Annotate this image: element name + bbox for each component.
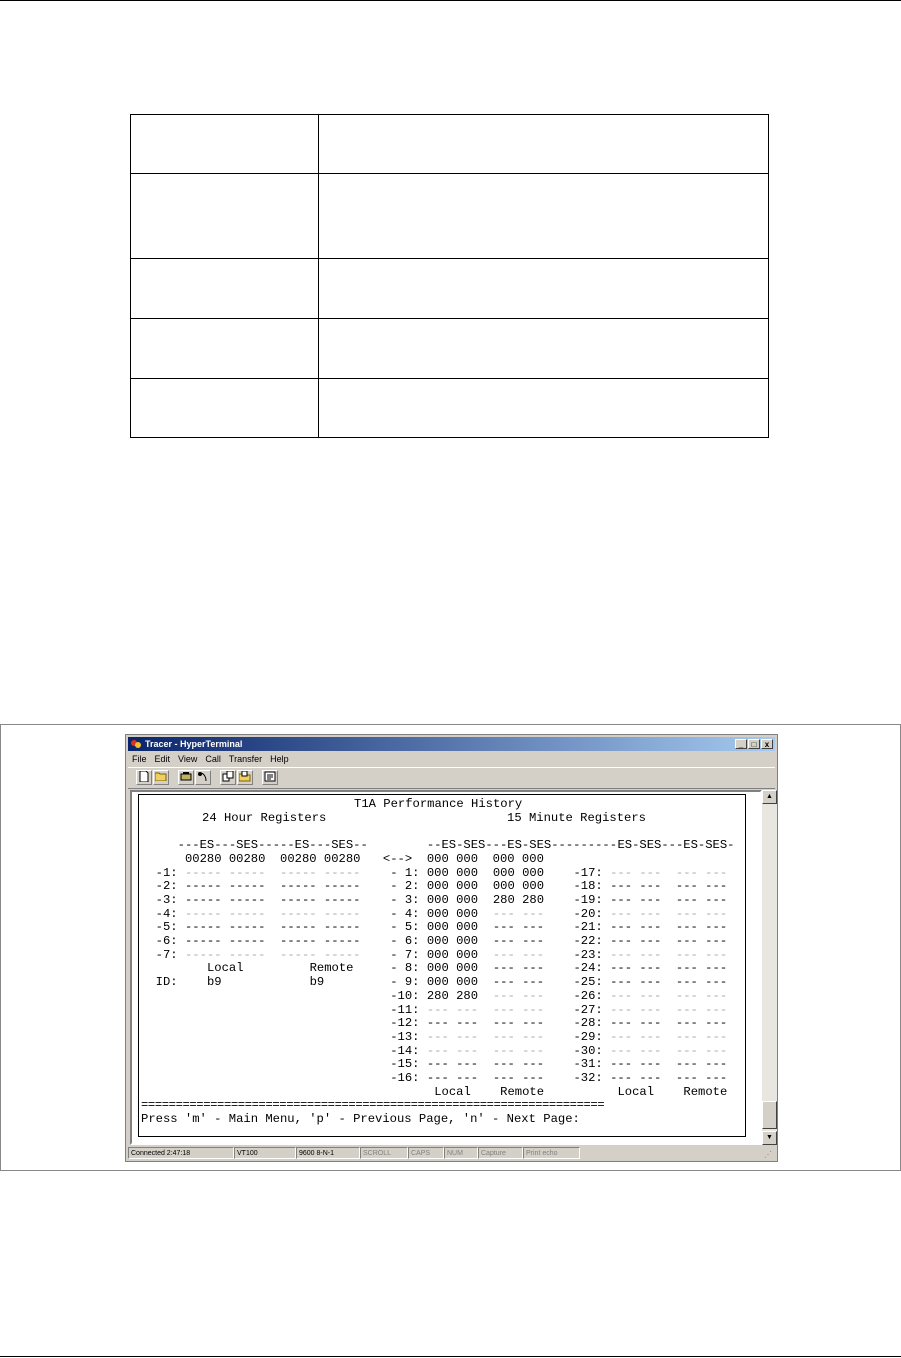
- hour-row-label: -2:: [155, 879, 178, 894]
- minute-row-label: - 8:: [382, 961, 420, 976]
- toolbar: [128, 767, 775, 789]
- minute-row-remote: --- ---: [492, 947, 545, 962]
- table-cell: [131, 259, 319, 319]
- hour-row-label: -5:: [155, 920, 178, 935]
- minute-row-local: 000 000: [426, 975, 479, 990]
- separator-line: ===================================================================: [141, 1098, 605, 1113]
- terminal-view[interactable]: [130, 790, 762, 1145]
- hyperterminal-icon: [131, 739, 141, 749]
- minute-row2-values: --- --- --- ---: [610, 1071, 728, 1085]
- minute-row2-values: --- --- --- ---: [610, 906, 728, 921]
- phone-icon: [180, 771, 192, 781]
- menu-transfer[interactable]: Transfer: [228, 754, 263, 764]
- minute-row-label: - 5:: [382, 920, 420, 935]
- page-bottom-rule: [0, 1356, 901, 1357]
- minute-row-label: -11:: [382, 1002, 420, 1017]
- minute-row-remote: --- ---: [492, 1016, 545, 1031]
- minute-row2-values: --- --- --- ---: [610, 988, 728, 1003]
- properties-button[interactable]: [262, 770, 278, 785]
- minute-row2-label: -32:: [573, 1071, 603, 1085]
- terminal-title: T1A Performance History: [354, 797, 523, 811]
- hour-row-label: -1:: [155, 865, 178, 880]
- minute-row-label: -15:: [382, 1057, 420, 1072]
- hour-row-values: ----- ----- ----- -----: [184, 947, 361, 962]
- window-title: Tracer - HyperTerminal: [145, 739, 243, 749]
- minute-row-label: - 1:: [382, 865, 420, 880]
- minimize-button[interactable]: _: [735, 739, 747, 749]
- minute-row2-label: -25:: [573, 975, 603, 990]
- disconnect-button[interactable]: [195, 770, 211, 785]
- maximize-button[interactable]: □: [748, 739, 760, 749]
- status-bar: [128, 1147, 775, 1160]
- minute-row2-label: -30:: [573, 1043, 603, 1058]
- minute-remote-label: Remote: [500, 1084, 545, 1099]
- minute-row2-label: -24:: [573, 961, 603, 976]
- table-cell: [319, 319, 769, 379]
- minute-row2-label: -31:: [573, 1057, 603, 1072]
- minute-row-label: - 7:: [382, 947, 420, 962]
- hour-local-label: Local: [206, 961, 244, 976]
- status-connected: Connected 2:47:18: [128, 1147, 234, 1159]
- minute-row2-label: -19:: [573, 892, 603, 907]
- minute-row-local: 000 000: [426, 892, 479, 907]
- minute-row-label: -10:: [382, 988, 420, 1003]
- minute-row-remote: --- ---: [492, 1057, 545, 1072]
- minute-current-values: 000 000 000 000: [426, 851, 544, 866]
- minute-row-remote: --- ---: [492, 975, 545, 990]
- minute-row2-values: --- --- --- ---: [610, 1016, 728, 1031]
- minute-row-local: 000 000: [426, 961, 479, 976]
- minute-row2-label: -27:: [573, 1002, 603, 1017]
- minute-row2-values: --- --- --- ---: [610, 865, 728, 880]
- hour-header: ---ES---SES-----ES---SES--: [177, 838, 368, 853]
- hour-row-values: ----- ----- ----- -----: [184, 865, 361, 880]
- menu-bar: [128, 752, 775, 766]
- minute-row-local: --- ---: [426, 1071, 479, 1085]
- table-cell: [319, 379, 769, 438]
- minute-row2-label: -22:: [573, 934, 603, 948]
- menu-help[interactable]: Help: [270, 754, 289, 764]
- hour-row-values: ----- ----- ----- -----: [184, 906, 361, 921]
- definition-table: [130, 114, 769, 438]
- minute-row-label: - 9:: [382, 975, 420, 990]
- minute-row-remote: --- ---: [492, 906, 545, 921]
- minute-row2-values: --- --- --- ---: [610, 934, 728, 948]
- hour-current-values: 00280 00280 00280 00280: [184, 851, 361, 866]
- hour-row-values: ----- ----- ----- -----: [184, 934, 361, 948]
- minute-row-label: -12:: [382, 1016, 420, 1031]
- minute-row-local: 000 000: [426, 920, 479, 935]
- scroll-up-arrow[interactable]: ▲: [762, 790, 777, 804]
- hour-row-values: ----- ----- ----- -----: [184, 920, 361, 935]
- minute-row2-values: --- --- --- ---: [610, 1057, 728, 1072]
- minute-local-label: Local: [434, 1084, 471, 1099]
- hour-row-values: ----- ----- ----- -----: [184, 879, 361, 894]
- properties-icon: [264, 771, 276, 782]
- hour-row-label: -4:: [155, 906, 178, 921]
- minute-row-remote: --- ---: [492, 1029, 545, 1044]
- minute-row-local: --- ---: [426, 1029, 479, 1044]
- minute-row-remote: --- ---: [492, 920, 545, 935]
- minute-row-remote: 000 000: [492, 865, 545, 880]
- open-button[interactable]: [153, 770, 169, 785]
- minute-row-local: --- ---: [426, 1043, 479, 1058]
- hour-row-values: ----- ----- ----- -----: [184, 892, 361, 907]
- minute-row-label: -13:: [382, 1029, 420, 1044]
- minute-row-local: 000 000: [426, 865, 479, 880]
- hour-remote-label: Remote: [309, 961, 354, 976]
- minute-row2-label: -28:: [573, 1016, 603, 1031]
- resize-grip-icon[interactable]: ⋰: [764, 1150, 772, 1159]
- send-file-icon: [222, 771, 234, 782]
- table-cell: [131, 319, 319, 379]
- current-interval-arrow: <-->: [382, 851, 413, 866]
- minute-row-local: --- ---: [426, 1002, 479, 1017]
- minute-row-label: - 3:: [382, 892, 420, 907]
- table-cell: [319, 115, 769, 174]
- new-document-icon: [139, 771, 149, 782]
- page-top-rule: [0, 0, 901, 1]
- hangup-phone-icon: [197, 771, 209, 783]
- minute-row2-values: --- --- --- ---: [610, 920, 728, 935]
- minute-row-local: 280 280: [426, 988, 479, 1003]
- menu-call[interactable]: Call: [205, 754, 221, 764]
- scroll-thumb[interactable]: [762, 1101, 777, 1129]
- minute-row-label: - 2:: [382, 879, 420, 894]
- minute-row-remote: --- ---: [492, 1071, 545, 1085]
- minute-row2-values: --- --- --- ---: [610, 947, 728, 962]
- status-num: NUM: [444, 1147, 478, 1159]
- title-bar[interactable]: [128, 737, 775, 751]
- minute-row2-label: -23:: [573, 947, 603, 962]
- minute-row2-values: --- --- --- ---: [610, 1002, 728, 1017]
- vertical-scrollbar[interactable]: [762, 790, 777, 1145]
- status-print-echo: Print echo: [523, 1147, 580, 1159]
- minute-row-remote: --- ---: [492, 934, 545, 948]
- table-cell: [319, 174, 769, 259]
- minute-row-local: 000 000: [426, 879, 479, 894]
- minute-row2-values: --- --- --- ---: [610, 1043, 728, 1058]
- minute-row2-values: --- --- --- ---: [610, 879, 728, 894]
- minute2-remote-label: Remote: [683, 1084, 728, 1099]
- hour-registers-heading: 24 Hour Registers: [202, 810, 327, 825]
- hyperterminal-window: [125, 734, 778, 1162]
- minute-header-left: --ES-SES---ES-SES---------: [426, 838, 618, 853]
- menu-edit[interactable]: Edit: [154, 754, 171, 764]
- minute-header-right: ES-SES---ES-SES-: [617, 838, 735, 853]
- menu-file[interactable]: File: [132, 754, 147, 764]
- menu-view[interactable]: View: [178, 754, 198, 764]
- minute-row-label: -16:: [382, 1071, 420, 1085]
- minute-row2-label: -18:: [573, 879, 603, 894]
- table-cell: [131, 174, 319, 259]
- receive-button[interactable]: [237, 770, 253, 785]
- status-caps: CAPS: [408, 1147, 444, 1159]
- status-port-settings: 9600 8-N-1: [296, 1147, 360, 1159]
- status-capture: Capture: [478, 1147, 523, 1159]
- new-connection-button[interactable]: [136, 770, 152, 785]
- receive-file-icon: [239, 771, 251, 782]
- minute-row2-label: -20:: [573, 906, 603, 921]
- minute-row2-values: --- --- --- ---: [610, 975, 728, 990]
- folder-open-icon: [155, 771, 167, 781]
- minute-row2-values: --- --- --- ---: [610, 961, 728, 976]
- call-button[interactable]: [178, 770, 194, 785]
- minute-row2-label: -26:: [573, 988, 603, 1003]
- close-button[interactable]: x: [761, 739, 773, 749]
- scroll-down-arrow[interactable]: ▼: [762, 1131, 777, 1145]
- table-cell: [319, 259, 769, 319]
- local-id-value: b9: [206, 975, 222, 990]
- minute-registers-heading: 15 Minute Registers: [507, 810, 646, 825]
- minute-row2-label: -17:: [573, 865, 603, 880]
- table-cell: [131, 115, 319, 174]
- minute-row-label: - 6:: [382, 934, 420, 948]
- minute-row2-values: --- --- --- ---: [610, 892, 728, 907]
- table-cell: [131, 379, 319, 438]
- minute-row-local: --- ---: [426, 1016, 479, 1031]
- status-scroll: SCROLL: [360, 1147, 408, 1159]
- minute-row-local: --- ---: [426, 1057, 479, 1072]
- minute-row-remote: 280 280: [492, 892, 545, 907]
- minute-row-remote: --- ---: [492, 961, 545, 976]
- hour-row-label: -6:: [155, 934, 178, 948]
- minute-row-local: 000 000: [426, 947, 479, 962]
- minute2-local-label: Local: [617, 1084, 655, 1099]
- minute-row2-label: -21:: [573, 920, 603, 935]
- id-label: ID:: [155, 975, 178, 990]
- hour-row-label: -7:: [155, 947, 178, 962]
- minute-row-remote: 000 000: [492, 879, 545, 894]
- minute-row-label: - 4:: [382, 906, 420, 921]
- minute-row-local: 000 000: [426, 906, 479, 921]
- minute-row2-values: --- --- --- ---: [610, 1029, 728, 1044]
- command-prompt: Press 'm' - Main Menu, 'p' - Previous Page, 'n' - Next Page:: [141, 1112, 580, 1127]
- minute-row-label: -14:: [382, 1043, 420, 1058]
- minute-row-remote: --- ---: [492, 1002, 545, 1017]
- hour-row-label: -3:: [155, 892, 178, 907]
- minute-row2-label: -29:: [573, 1029, 603, 1044]
- minute-row-local: 000 000: [426, 934, 479, 948]
- minute-row-remote: --- ---: [492, 1043, 545, 1058]
- remote-id-value: b9: [309, 975, 325, 990]
- status-emulation: VT100: [234, 1147, 296, 1159]
- minute-row-remote: --- ---: [492, 988, 545, 1003]
- send-button[interactable]: [220, 770, 236, 785]
